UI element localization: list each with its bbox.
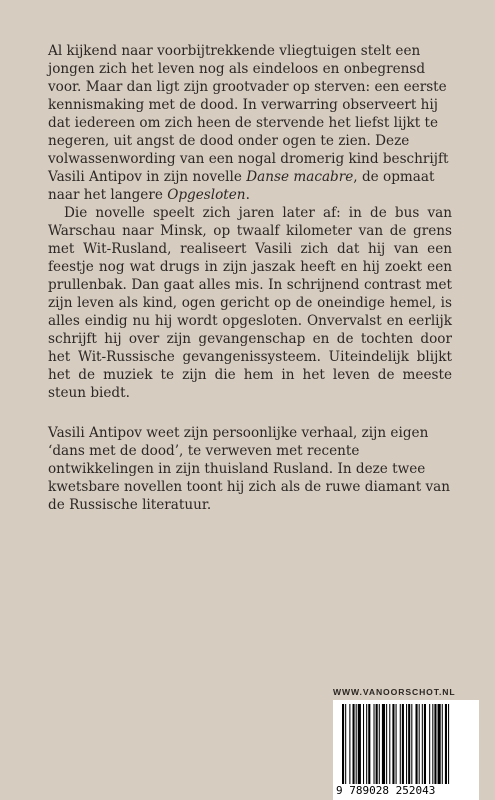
barcode-bar bbox=[374, 704, 375, 784]
barcode-bar bbox=[442, 704, 443, 784]
barcode-bar bbox=[424, 704, 426, 784]
barcode-bar bbox=[438, 704, 441, 784]
barcode-bar bbox=[392, 704, 394, 784]
blurb-p1-text-a: Al kijkend naar voorbijtrekkende vliegtuigen stelt een jongen zich het leven nog als eindeloos en onbegrensd voor. Maar dan ligt zijn grootvader op sterven: een eerste kennismaking met de dood. In verwarring observeert hij dat iedereen om zich heen de stervende het liefst lijkt te negeren, uit angst de dood onder ogen te zien. Deze volwassenwording van een nogal dromerig kind beschrijft Vasili Antipov in zijn novelle bbox=[48, 43, 449, 185]
barcode-bar bbox=[448, 704, 449, 784]
publisher-website: WWW.VANOORSCHOT.NL bbox=[333, 687, 456, 697]
barcode-bar bbox=[379, 704, 380, 784]
barcode-bar bbox=[358, 704, 361, 784]
barcode-bar bbox=[422, 704, 423, 784]
blurb-paragraph-1 bbox=[48, 42, 452, 204]
barcode-bar bbox=[432, 704, 433, 784]
barcode-area bbox=[333, 687, 479, 800]
barcode-bar bbox=[416, 704, 418, 784]
blurb-p1-text-b: , de opmaat naar het langere bbox=[48, 169, 435, 203]
blurb-p1-text-c: . bbox=[245, 187, 250, 203]
blurb-paragraph-2: Die novelle speelt zich jaren later af: in de bus van Warschau naar Minsk, op twaalf kilometer van de grens met Wit-Rusland, realiseert Vasili zich dat hij van een feestje nog wat drugs in zijn jaszak heeft en hij zoekt een prullenbak. Dan gaat alles mis. In schrijnend contrast met zijn leven als kind, ogen gericht op de oneindige hemel, is alles eindig nu hij wordt opgesloten. Onvervalst en eerlijk schrijft hij over zijn gevangenschap en de tochten door het Wit-Russische gevangenissysteem. Uiteindelijk blijkt het de muziek te zijn die hem in het leven de meeste steun biedt. bbox=[48, 205, 452, 401]
blurb-paragraph-3: Vasili Antipov weet zijn persoonlijke verhaal, zijn eigen ‘dans met de dood’, te verweven met recente ontwikkelingen in zijn thuisland Rusland. In deze twee kwetsbare novellen toont hij zich als de ruwe diamant van de Russische literatuur. bbox=[48, 425, 451, 513]
barcode-bar bbox=[434, 704, 436, 784]
barcode-bar bbox=[400, 704, 401, 784]
barcode-bar bbox=[349, 704, 350, 784]
barcode-bar bbox=[389, 704, 390, 784]
blurb-p1-title-opgesloten: Opgesloten bbox=[167, 187, 246, 203]
barcode-bar bbox=[353, 704, 355, 784]
barcode-bar bbox=[376, 704, 378, 784]
barcode-bar bbox=[382, 704, 385, 784]
barcode-bar bbox=[396, 704, 397, 784]
isbn-barcode bbox=[333, 700, 479, 800]
barcode-bar bbox=[363, 704, 364, 784]
paragraph-spacer bbox=[48, 402, 452, 424]
barcode-bar bbox=[386, 704, 387, 784]
barcode-bar bbox=[445, 704, 447, 784]
barcode-bar bbox=[368, 704, 370, 784]
blurb-text bbox=[48, 42, 452, 514]
barcode-bar bbox=[411, 704, 412, 784]
barcode-bar bbox=[419, 704, 420, 784]
blurb-p1-title-danse-macabre: Danse macabre bbox=[246, 169, 354, 185]
barcode-bar bbox=[402, 704, 404, 784]
barcode-bar bbox=[429, 704, 430, 784]
barcode-bar bbox=[356, 704, 357, 784]
barcode-bar bbox=[408, 704, 410, 784]
barcode-bar bbox=[345, 704, 346, 784]
barcode-bar bbox=[406, 704, 407, 784]
barcode-bar bbox=[366, 704, 367, 784]
isbn-digits: 9 789028 252043 bbox=[336, 784, 436, 797]
barcode-bar bbox=[342, 704, 344, 784]
